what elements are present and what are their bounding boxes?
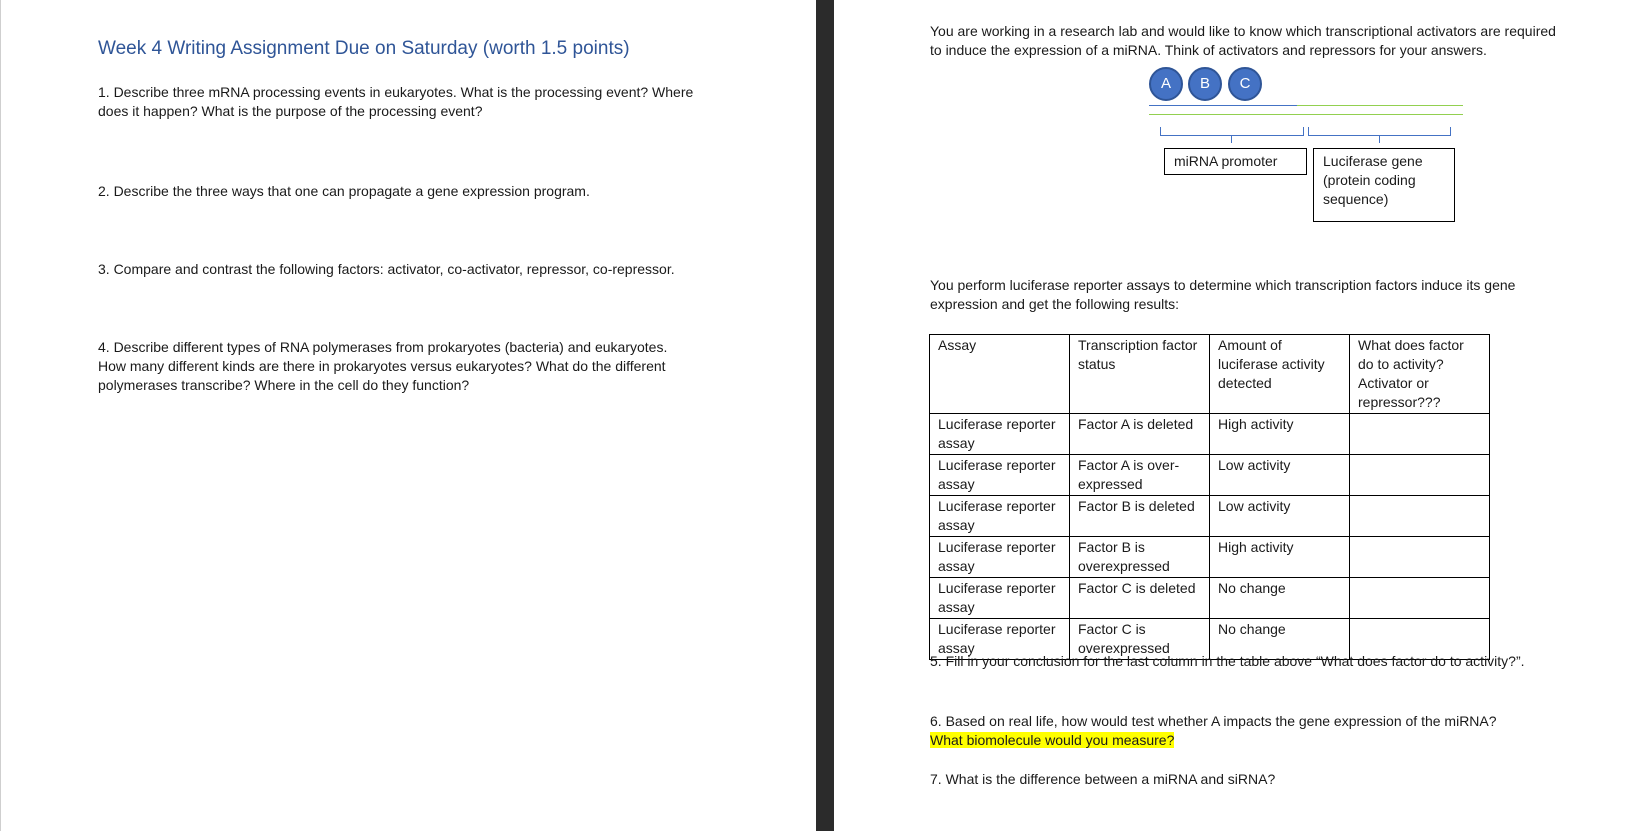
promoter-line [1149, 105, 1297, 106]
table-cell: Low activity [1210, 455, 1350, 496]
document-page-right [834, 0, 1649, 831]
table-row [930, 496, 1490, 537]
header-cell-luciferase-activity: Amount of luciferase activity detected [1210, 335, 1350, 414]
question-6-highlighted-text: What biomolecule would you measure? [930, 732, 1175, 748]
table-cell: Luciferase reporter assay [930, 619, 1070, 660]
table-cell: Factor A is over-expressed [1070, 455, 1210, 496]
table-row [930, 578, 1490, 619]
table-cell: Luciferase reporter assay [930, 496, 1070, 537]
question-2: 2. Describe the three ways that one can propagate a gene expression program. [98, 183, 590, 199]
header-cell-conclusion: What does factor do to activity? Activator or repressor??? [1350, 335, 1490, 414]
question-3: 3. Compare and contrast the following factors: activator, co-activator, repressor, co-repressor. [98, 261, 675, 277]
table-header-row [930, 335, 1490, 414]
factor-b-circle: B [1188, 67, 1222, 101]
assay-intro-paragraph: You perform luciferase reporter assays to determine which transcription factors induce its gene expression and get the following results: [930, 277, 1516, 312]
gene-line-bottom [1149, 114, 1463, 115]
question-1: 1. Describe three mRNA processing events in eukaryotes. What is the processing event? Where does it happen? What is the purpose of the processing event? [98, 84, 694, 119]
table-cell: High activity [1210, 414, 1350, 455]
luciferase-gene-label: Luciferase gene (protein coding sequence) [1313, 148, 1455, 222]
page-heading: Week 4 Writing Assignment Due on Saturday (worth 1.5 points) [98, 38, 630, 59]
question-4: 4. Describe different types of RNA polymerases from prokaryotes (bacteria) and eukaryotes. How many different kinds are there in prokaryotes versus eukaryotes? What do the different polymerases transcribe? Where in the cell do they function? [98, 339, 668, 393]
factor-a-circle: A [1149, 67, 1183, 101]
table-row [930, 414, 1490, 455]
page-gutter [816, 0, 834, 831]
table-cell: Factor A is deleted [1070, 414, 1210, 455]
table-cell: Factor B is deleted [1070, 496, 1210, 537]
table-cell: No change [1210, 619, 1350, 660]
question-5: 5. Fill in your conclusion for the last column in the table above “What does factor do to activity?”. [930, 653, 1525, 669]
answer-cell[interactable] [1350, 578, 1490, 619]
table-cell: Luciferase reporter assay [930, 578, 1070, 619]
factor-c-circle: C [1228, 67, 1262, 101]
table-cell: High activity [1210, 537, 1350, 578]
lab-intro-paragraph: You are working in a research lab and would like to know which transcriptional activators are required to induce the expression of a miRNA. Think of activators and repressors for your answers. [930, 23, 1556, 58]
table-row [930, 537, 1490, 578]
promoter-brace-tick [1231, 135, 1232, 143]
mirna-promoter-label: miRNA promoter [1164, 148, 1307, 175]
document-page-left [0, 0, 816, 831]
answer-cell[interactable] [1350, 455, 1490, 496]
table-cell: Factor C is deleted [1070, 578, 1210, 619]
table-cell: Luciferase reporter assay [930, 537, 1070, 578]
gene-brace-tick [1379, 135, 1380, 143]
question-7: 7. What is the difference between a miRNA and siRNA? [930, 771, 1276, 787]
answer-cell[interactable] [1350, 496, 1490, 537]
question-6 [930, 712, 1570, 750]
table-cell: Factor B is overexpressed [1070, 537, 1210, 578]
table-cell: Luciferase reporter assay [930, 455, 1070, 496]
header-cell-factor-status: Transcription factor status [1070, 335, 1210, 414]
question-6-text: 6. Based on real life, how would test whether A impacts the gene expression of the miRNA? [930, 713, 1497, 729]
promoter-brace [1160, 127, 1304, 136]
answer-cell[interactable] [1350, 414, 1490, 455]
header-cell-assay: Assay [930, 335, 1070, 414]
results-table [929, 334, 1490, 660]
table-cell: No change [1210, 578, 1350, 619]
gene-line-top [1297, 105, 1463, 106]
table-cell: Luciferase reporter assay [930, 414, 1070, 455]
answer-cell[interactable] [1350, 537, 1490, 578]
table-cell: Factor C is overexpressed [1070, 619, 1210, 660]
table-row [930, 455, 1490, 496]
table-cell: Low activity [1210, 496, 1350, 537]
